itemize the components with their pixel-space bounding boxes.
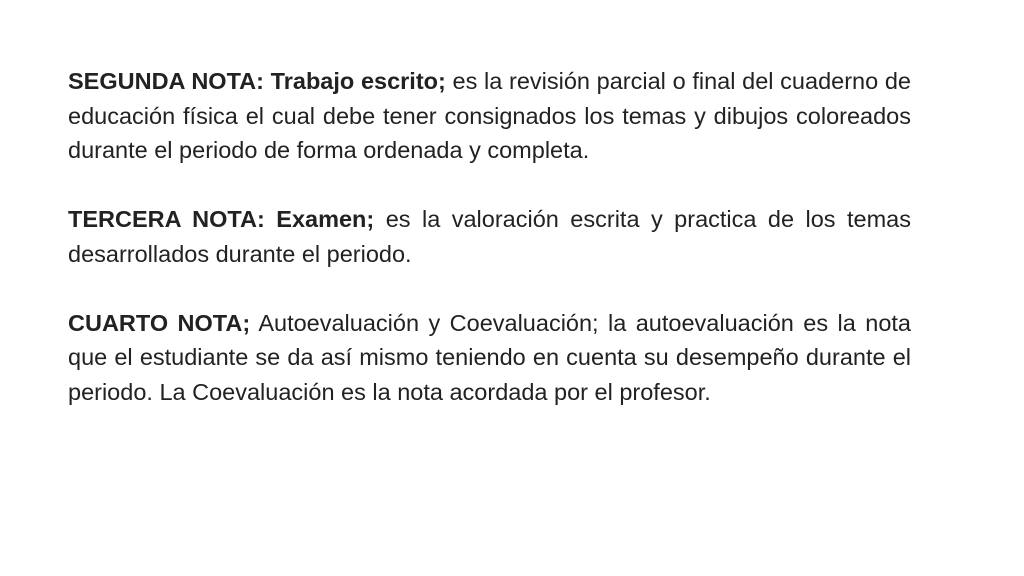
slide-text-body (68, 64, 911, 409)
paragraph-body: es la valoración escrita y practica de los temas desarrollados durante el periodo. (68, 206, 911, 267)
paragraph-heading: SEGUNDA NOTA: Trabajo escrito; (68, 68, 446, 94)
paragraph-heading: TERCERA NOTA: Examen; (68, 206, 375, 232)
paragraph-body: es la revisión parcial o final del cuaderno de educación física el cual debe tener consignados los temas y dibujos coloreados durante el periodo de forma ordenada y completa. (68, 68, 911, 163)
paragraph-segunda-nota (68, 64, 911, 168)
paragraph-body: Autoevaluación y Coevaluación; la autoevaluación es la nota que el estudiante se da así mismo teniendo en cuenta su desempeño durante el periodo. La Coevaluación es la nota acordada por el profesor. (68, 309, 911, 405)
paragraph-cuarto-nota (68, 306, 911, 410)
paragraph-heading: CUARTO NOTA; (68, 309, 251, 336)
paragraph-tercera-nota (68, 202, 911, 271)
